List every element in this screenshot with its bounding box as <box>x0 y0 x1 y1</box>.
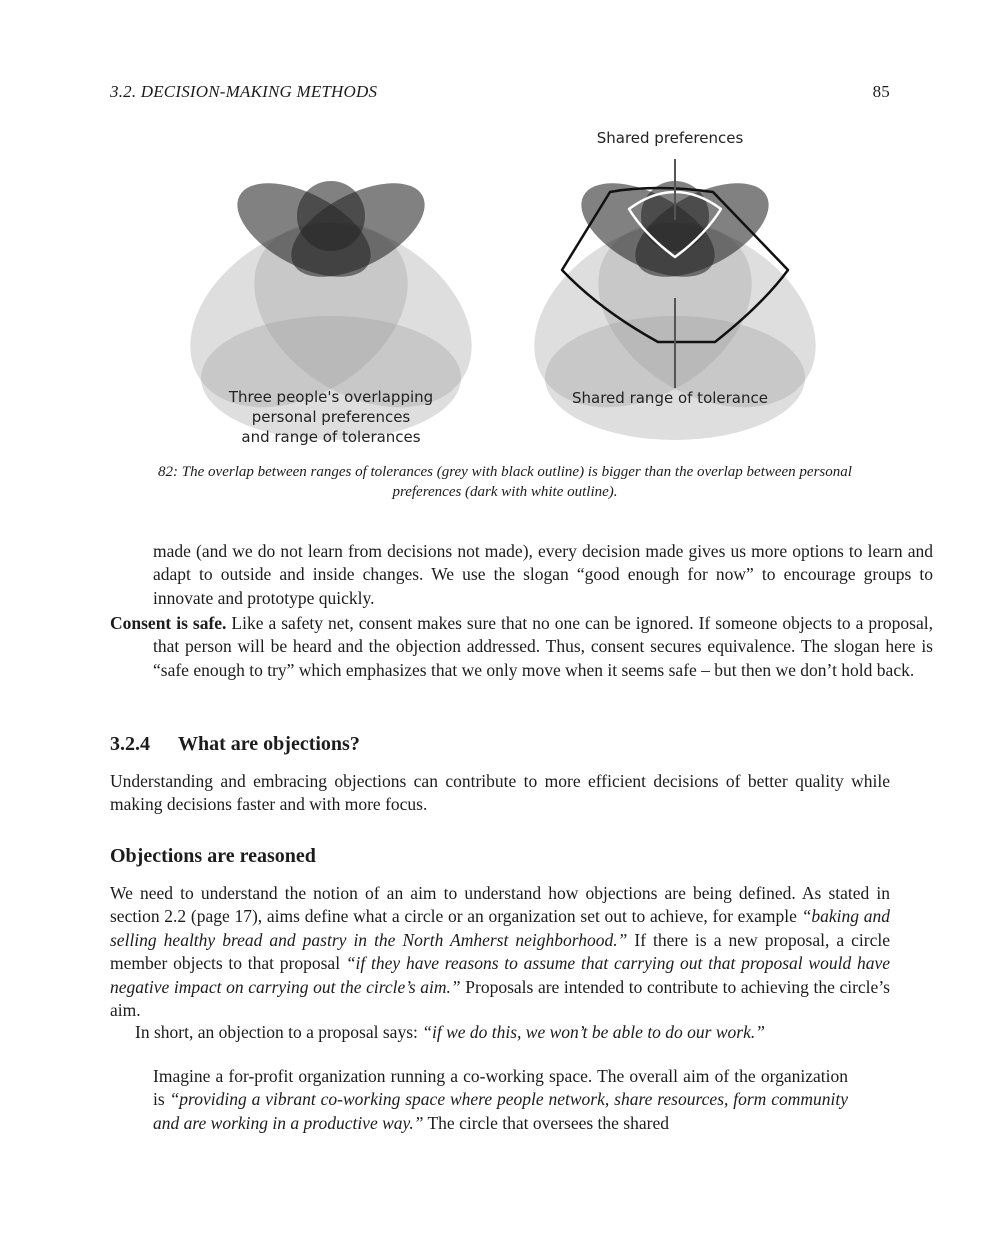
label-line-2: personal preferences <box>251 408 411 426</box>
label-shared-preferences: Shared preferences <box>596 129 744 147</box>
subsection-heading: Objections are reasoned <box>110 845 316 867</box>
paragraph-continuation: made (and we do not learn from decisions not made), every decision made gives us more options to learn and adapt to outside and inside changes. We use the slogan “good enough for now” to encourage groups to innovate and prototype quickly. <box>153 541 933 608</box>
term-consent-is-safe: Consent is safe. <box>110 613 227 633</box>
example-quote: “providing a vibrant co-working space where people network, share resources, form community and are working in a productive way.” <box>153 1089 848 1133</box>
aims-text-3: Proposals are intended to contribute to achieving the circle’s aim. <box>110 976 890 1021</box>
aims-quote-1: “baking and selling healthy bread and pastry in the North Amherst neighborhood.” <box>110 906 890 950</box>
paragraph-aims <box>110 882 890 1022</box>
label-three-people <box>170 387 492 447</box>
label-line-3: and range of tolerances <box>241 428 421 446</box>
in-short-quote: “if we do this, we won’t be able to do our work.” <box>422 1022 765 1042</box>
section-intro: Understanding and embracing objections can contribute to more efficient decisions of better quality while making decisions faster and with more focus. <box>110 771 890 815</box>
section-title: What are objections? <box>178 733 360 755</box>
figure-caption: 82: The overlap between ranges of tolerances (grey with black outline) is bigger than the overlap between personal preferences (dark with white outline). <box>158 464 852 500</box>
preference-blob-3 <box>297 181 365 251</box>
aims-text-1: We need to understand the notion of an aim to understand how objections are being defined. As stated in section 2.2 (page 17), aims define what a circle or an organization set out to achieve, for example <box>110 883 890 927</box>
example-text-1: Imagine a for-profit organization running a co-working space. The overall aim of the organization is <box>153 1066 848 1110</box>
label-shared-tolerance: Shared range of tolerance <box>572 389 768 407</box>
aims-quote-2: “if they have reasons to assume that carrying out that proposal would have negative impact on carrying out the circle’s aim.” <box>110 953 890 997</box>
section-number: 3.2.4 <box>110 733 150 755</box>
page-number: 85 <box>872 82 890 101</box>
in-short-text: In short, an objection to a proposal says: <box>135 1022 423 1042</box>
example-text-2: The circle that oversees the shared <box>423 1112 669 1133</box>
consent-is-safe-text: Like a safety net, consent makes sure that no one can be ignored. If someone objects to a proposal, that person will be heard and the objection addressed. Thus, consent secures equivalence. The slogan here is “safe enough to try” which emphasizes that we only move when it seems safe – but then we don’t hold back. <box>153 613 933 680</box>
section-heading <box>110 733 360 756</box>
paragraph-consent-is-safe <box>110 612 933 682</box>
figure-82 <box>170 120 840 465</box>
label-line-1: Three people's overlapping <box>228 388 434 406</box>
aims-text-2: If there is a new proposal, a circle member objects to that proposal <box>110 929 890 974</box>
section-heading-running: 3.2. DECISION-MAKING METHODS <box>110 82 378 101</box>
example-block <box>153 1065 848 1135</box>
running-head <box>110 82 890 106</box>
paragraph-in-short <box>110 1021 890 1044</box>
